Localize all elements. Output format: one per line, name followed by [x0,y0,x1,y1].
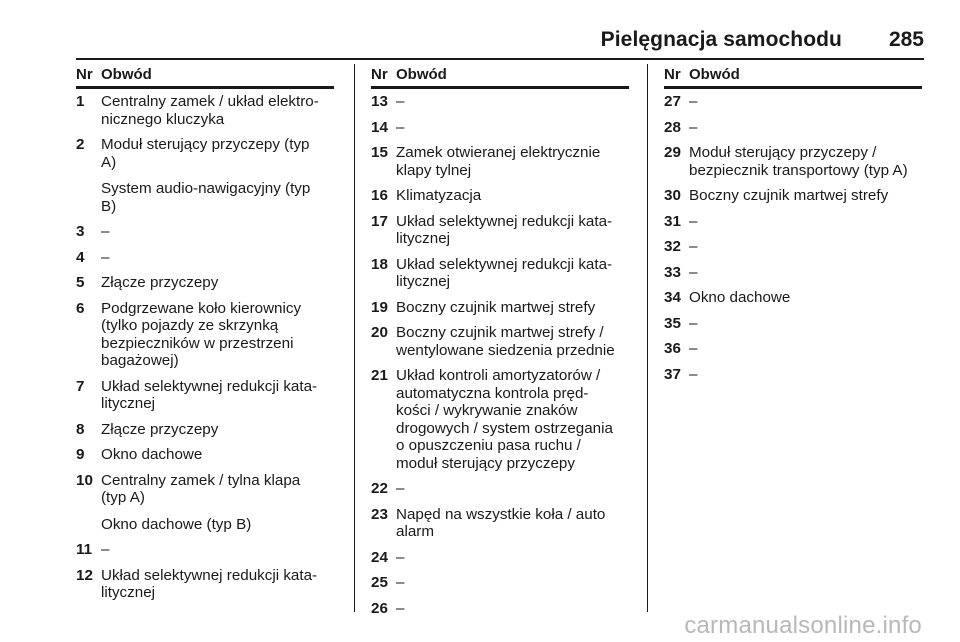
fuse-circuit-line: – [689,118,698,136]
fuse-circuit-line: – [396,574,405,591]
column-divider [354,64,355,612]
fuse-row [371,144,629,179]
fuse-row [371,93,629,111]
fuse-circuit-line: kości / wykrywanie znaków [396,402,578,419]
fuse-circuit-line: litycznej [396,273,451,290]
fuse-row [664,366,922,384]
fuse-circuit [689,238,922,256]
fuse-circuit [396,506,629,541]
fuse-circuit [101,136,334,215]
fuse-circuit-line: drogowych / system ostrzegania [396,419,613,437]
fuse-circuit [101,93,334,128]
fuse-circuit [101,421,334,439]
fuse-circuit-line: Układ selektywnej redukcji kata- [101,377,318,395]
fuse-circuit [689,264,922,282]
fuse-row [76,249,334,267]
fuse-circuit [396,324,629,359]
fuse-number: 24 [371,548,388,566]
fuse-number: 10 [76,471,93,489]
fuse-circuit-line: – [101,541,110,558]
fuse-row [371,480,629,498]
fuse-circuit-line: Centralny zamek / tylna klapa [101,471,301,489]
fuse-circuit [689,213,922,231]
fuse-row [664,340,922,358]
fuse-circuit-line: Układ selektywnej redukcji kata- [396,255,613,273]
fuse-row [371,119,629,137]
fuse-circuit-line: – [689,340,698,357]
fuse-row [371,549,629,567]
fuse-circuit-line: bezpiecznik transportowy (typ A) [689,161,908,179]
fuse-circuit-line: bezpieczników w przestrzeni [101,334,294,352]
fuse-circuit [396,367,629,472]
fuse-number: 7 [76,377,85,395]
fuse-number: 29 [664,144,681,161]
fuse-row [371,187,629,205]
fuse-list [371,89,629,617]
fuse-circuit [689,119,922,137]
fuse-number: 32 [664,238,681,255]
fuse-circuit-line: – [689,212,698,230]
fuse-circuit-line: – [396,480,405,497]
fuse-row [371,213,629,248]
fuse-row [76,421,334,439]
fuse-circuit-line: Podgrzewane koło kierownicy [101,299,302,317]
fuse-circuit-alt-line: Okno dachowe (typ B) [101,515,252,533]
fuse-circuit-line: Boczny czujnik martwej strefy / [396,324,604,341]
fuse-number: 6 [76,299,85,317]
fuse-number: 28 [664,118,681,136]
fuse-circuit [396,144,629,179]
fuse-circuit-line: Zamek otwieranej elektrycznie [396,144,601,161]
fuse-circuit [689,187,922,205]
fuse-column-1 [76,64,334,610]
fuse-circuit [689,315,922,333]
fuse-circuit-line: Układ kontroli amortyzatorów / [396,367,601,384]
fuse-circuit-line: litycznej [101,584,156,601]
fuse-circuit-alt-line: B) [101,197,117,215]
fuse-row [664,315,922,333]
column-header-nr: Nr [371,66,388,83]
fuse-circuit [689,340,922,358]
fuse-number: 11 [76,541,93,558]
fuse-circuit-line: – [689,314,698,332]
fuse-circuit [101,300,334,370]
fuse-circuit-line: litycznej [101,395,156,412]
fuse-number: 35 [664,314,681,332]
fuse-circuit-line: – [101,248,110,266]
column-header-label: Obwód [101,66,152,83]
fuse-circuit-line: Moduł sterujący przyczepy (typ [101,136,310,153]
fuse-number: 36 [664,340,681,357]
fuse-circuit [101,541,334,559]
fuse-number: 21 [371,367,388,384]
header-rule [76,58,924,60]
fuse-circuit [101,223,334,241]
fuse-number: 22 [371,480,388,497]
fuse-number: 37 [664,365,681,383]
fuse-row [76,541,334,559]
fuse-number: 1 [76,93,85,110]
fuse-number: 26 [371,599,388,617]
fuse-circuit-line: – [396,118,405,136]
column-header [76,64,334,89]
fuse-row [76,446,334,464]
column-header [664,64,922,89]
fuse-row [371,324,629,359]
fuse-number: 3 [76,223,85,240]
fuse-circuit [396,600,629,618]
fuse-circuit [396,256,629,291]
fuse-column-2 [371,64,629,625]
fuse-row [664,119,922,137]
fuse-number: 23 [371,505,388,523]
fuse-circuit-line: Moduł sterujący przyczepy / [689,144,877,161]
fuse-number: 19 [371,298,388,316]
fuse-row [371,600,629,618]
fuse-circuit-line: A) [101,153,117,171]
fuse-circuit-line: Centralny zamek / układ elektro- [101,93,319,110]
fuse-circuit-line: – [396,599,405,617]
fuse-circuit-line: Układ selektywnej redukcji kata- [396,212,613,230]
fuse-row [371,256,629,291]
fuse-row [664,213,922,231]
fuse-row [76,274,334,292]
column-header-nr: Nr [76,66,93,83]
fuse-circuit [396,574,629,592]
fuse-circuit [101,249,334,267]
fuse-circuit [689,93,922,111]
fuse-circuit [396,213,629,248]
fuse-list [76,89,334,602]
fuse-circuit [689,289,922,307]
column-header-nr: Nr [664,66,681,83]
fuse-circuit-line: – [689,93,698,110]
fuse-circuit-line: moduł sterujący przyczepy [396,454,575,472]
fuse-circuit [689,366,922,384]
fuse-row [371,299,629,317]
fuse-row [371,574,629,592]
fuse-number: 5 [76,274,85,291]
fuse-circuit-line: Klimatyzacja [396,187,482,204]
fuse-row [76,472,334,534]
fuse-circuit [101,472,334,534]
fuse-number: 13 [371,93,388,110]
fuse-circuit [396,549,629,567]
fuse-circuit-line: – [689,263,698,281]
fuse-number: 20 [371,324,388,341]
fuse-row [76,378,334,413]
fuse-circuit-line: – [689,365,698,383]
fuse-row [76,300,334,370]
fuse-circuit [396,480,629,498]
fuse-number: 25 [371,574,388,591]
fuse-circuit-line: – [396,548,405,566]
fuse-circuit-line: wentylowane siedzenia przednie [396,341,615,359]
fuse-number: 18 [371,255,388,273]
fuse-number: 2 [76,136,85,153]
fuse-row [371,367,629,472]
fuse-circuit-line: Okno dachowe [689,289,791,306]
fuse-number: 4 [76,248,85,266]
fuse-circuit [101,274,334,292]
column-header-label: Obwód [396,66,447,83]
fuse-number: 34 [664,289,681,306]
fuse-circuit-line: Złącze przyczepy [101,420,219,438]
fuse-list [664,89,922,383]
fuse-circuit-line: Napęd na wszystkie koła / auto [396,505,606,523]
fuse-row [664,289,922,307]
fuse-number: 8 [76,420,85,438]
fuse-circuit [101,378,334,413]
fuse-circuit [396,119,629,137]
fuse-circuit-line: litycznej [396,230,451,247]
column-header [371,64,629,89]
fuse-number: 16 [371,187,388,204]
column-header-label: Obwód [689,66,740,83]
fuse-circuit-line: automatyczna kontrola pręd- [396,384,589,402]
fuse-circuit-line: – [396,93,405,110]
fuse-row [664,144,922,179]
fuse-row [664,238,922,256]
fuse-row [371,506,629,541]
fuse-row [664,93,922,111]
fuse-circuit [396,299,629,317]
fuse-circuit-line: – [101,223,110,240]
column-divider [647,64,648,612]
fuse-number: 9 [76,446,85,463]
fuse-row [76,567,334,602]
fuse-circuit-line: bagażowej) [101,352,179,369]
fuse-circuit-line: o opuszczeniu pasa ruchu / [396,437,581,454]
fuse-circuit-line: Złącze przyczepy [101,274,219,291]
fuse-number: 33 [664,263,681,281]
fuse-circuit-alt-line: System audio-nawigacyjny (typ [101,180,311,197]
fuse-circuit-line: – [689,238,698,255]
fuse-circuit-line: Boczny czujnik martwej strefy [396,298,596,316]
fuse-circuit-line: Boczny czujnik martwej strefy [689,187,889,204]
fuse-circuit [396,93,629,111]
page-number: 285 [888,28,924,51]
fuse-row [76,93,334,128]
fuse-circuit-line: alarm [396,523,434,540]
fuse-circuit-line: (tylko pojazdy ze skrzynką [101,317,279,334]
fuse-number: 12 [76,566,93,584]
fuse-number: 14 [371,118,388,136]
watermark: carmanualsonline.info [684,612,922,639]
fuse-circuit-line: Okno dachowe [101,446,203,463]
fuse-number: 27 [664,93,681,110]
fuse-row [76,136,334,215]
fuse-number: 30 [664,187,681,204]
fuse-number: 15 [371,144,388,161]
fuse-circuit-line: klapy tylnej [396,161,472,179]
fuse-number: 17 [371,212,388,230]
fuse-row [664,187,922,205]
fuse-column-3 [664,64,922,391]
fuse-circuit [101,446,334,464]
fuse-row [76,223,334,241]
fuse-circuit [689,144,922,179]
fuse-number: 31 [664,212,681,230]
fuse-circuit [101,567,334,602]
page-title: Pielęgnacja samochodu [600,28,842,51]
fuse-row [664,264,922,282]
page-header [0,22,960,60]
fuse-circuit-line: Układ selektywnej redukcji kata- [101,566,318,584]
fuse-circuit-line: (typ A) [101,489,145,506]
fuse-circuit [396,187,629,205]
fuse-circuit-line: nicznego kluczyka [101,110,225,128]
